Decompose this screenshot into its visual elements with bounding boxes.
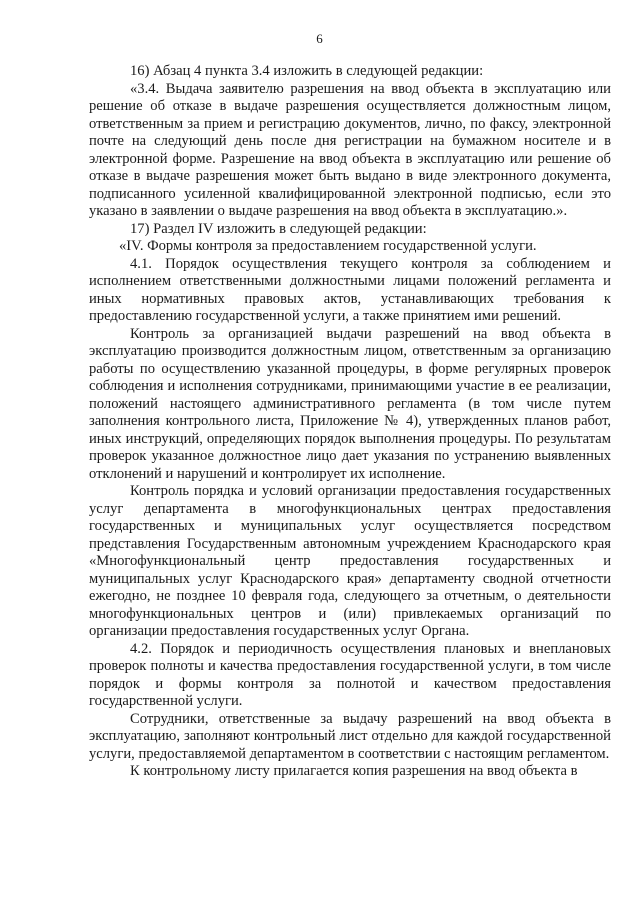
paragraph-staff-checklist: Сотрудники, ответственные за выдачу разрешений на ввод объекта в эксплуатацию, заполняют контрольный лист отдельно для каждой государственной услуги, предоставляемой департаментом в соответствии с настоящим регламентом. bbox=[89, 710, 611, 762]
paragraph-4-1: 4.1. Порядок осуществления текущего контроля за соблюдением и исполнением ответственными должностными лицами положений регламента и иных нормативных правовых актов, устанавливающих требования к предоставлению государственной услуги, а также принятием ими решений. bbox=[89, 255, 611, 324]
paragraph-3-4: «3.4. Выдача заявителю разрешения на ввод объекта в эксплуатацию или решение об отказе в выдаче разрешения осуществляется должностным лицом, ответственным за прием и регистрацию документов, лично, по факсу, электронной почте на следующий день после дня регистрации на бумажном носителе и в электронной форме. Разрешение на ввод объекта в эксплуатацию или решение об отказе в выдаче разрешения может быть выдано в виде электронного документа, подписанного усиленной квалифицированной электронной подписью, если это указано в заявлении о выдаче разрешения на ввод объекта в эксплуатацию.». bbox=[89, 80, 611, 219]
paragraph-checklist-attachment: К контрольному листу прилагается копия разрешения на ввод объекта в bbox=[130, 763, 578, 779]
section-iv-heading: «IV. Формы контроля за предоставлением государственной услуги. bbox=[119, 238, 537, 254]
paragraph-16: 16) Абзац 4 пункта 3.4 изложить в следующей редакции: bbox=[130, 63, 484, 79]
paragraph-17: 17) Раздел IV изложить в следующей редакции: bbox=[130, 220, 427, 237]
document-body bbox=[89, 63, 611, 781]
paragraph-4-2: 4.2. Порядок и периодичность осуществления плановых и внеплановых проверок полноты и качества предоставления государственной услуги, в том числе порядок и формы контроля за полнотой и качеством предоставления государственной услуги. bbox=[89, 640, 611, 709]
paragraph-control-organization: Контроль за организацией выдачи разрешений на ввод объекта в эксплуатацию производится должностным лицом, ответственным за организацию работы по осуществлению указанной процедуры, в форме регулярных проверок соблюдения и исполнения сотрудниками, принимающими участие в ее реализации, положений настоящего административного регламента (в том числе путем заполнения контрольного листа, Приложение № 4), утвержденных планов работ, иных инструкций, определяющих порядок выполнения процедуры. По результатам проверок указанное должностное лицо дает указания по устранению выявленных отклонений и нарушений и контролирует их исполнение. bbox=[89, 325, 611, 482]
page-number: 6 bbox=[316, 31, 323, 46]
paragraph-control-mfc: Контроль порядка и условий организации предоставления государственных услуг департамента в многофункциональных центрах предоставления государственных и муниципальных услуг осуществляется посредством представления Государственным автономным учреждением Краснодарского края «Многофункциональный центр предоставления государственных и муниципальных услуг Краснодарского края» департаменту сводной отчетности ежегодно, не позднее 10 февраля года, следующего за отчетным, о деятельности многофункциональных центров и (или) привлекаемых организаций по организации предоставления государственных услуг Органа. bbox=[89, 483, 611, 639]
